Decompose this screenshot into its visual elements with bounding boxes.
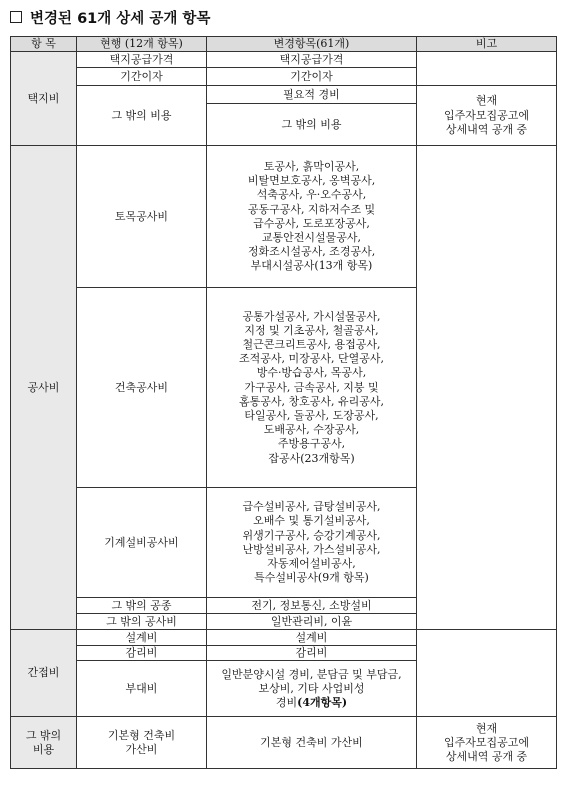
header-current: 현행 (12개 항목) bbox=[77, 37, 207, 52]
table-row bbox=[11, 86, 557, 104]
changed-cell: 감리비 bbox=[207, 646, 417, 661]
changed-cell: 공통가설공사, 가시설물공사, 지정 및 기초공사, 철골공사, 철근콘크리트공사, 용접공사, 조적공사, 미장공사, 단열공사, 방수·방습공사, 목공사, 가구공사, 금속공사, 지붕 및 홈통공사, 창호공사, 유리공사, 타일공사, 돌공사, 도장공사, 도배공사, 수장공사, 주방용구공사, 잡공사(23개항목) bbox=[207, 288, 417, 488]
table-row bbox=[11, 52, 557, 68]
changed-cell: 그 밖의 비용 bbox=[207, 104, 417, 146]
note-cell bbox=[417, 630, 557, 717]
changed-cell: 기본형 건축비 가산비 bbox=[207, 717, 417, 769]
table-row bbox=[11, 146, 557, 288]
header-category: 항 목 bbox=[11, 37, 77, 52]
changed-cell bbox=[207, 661, 417, 717]
current-cell: 기계설비공사비 bbox=[77, 488, 207, 598]
category-construction: 공사비 bbox=[11, 146, 77, 630]
category-land: 택지비 bbox=[11, 52, 77, 146]
current-cell: 그 밖의 공종 bbox=[77, 598, 207, 614]
current-cell: 그 밖의 공사비 bbox=[77, 614, 207, 630]
note-cell: 현재 입주자모집공고에 상세내역 공개 중 bbox=[417, 86, 557, 146]
title-text: 변경된 61개 상세 공개 항목 bbox=[30, 10, 211, 27]
note-cell: 현재 입주자모집공고에 상세내역 공개 중 bbox=[417, 717, 557, 769]
table-row bbox=[11, 717, 557, 769]
disclosure-items-table bbox=[10, 36, 557, 769]
header-changed: 변경항목(61개) bbox=[207, 37, 417, 52]
category-indirect: 간접비 bbox=[11, 630, 77, 717]
note-cell bbox=[417, 52, 557, 86]
changed-cell: 필요적 경비 bbox=[207, 86, 417, 104]
current-cell: 토목공사비 bbox=[77, 146, 207, 288]
changed-cell: 설계비 bbox=[207, 630, 417, 646]
table-header-row bbox=[11, 37, 557, 52]
current-cell: 감리비 bbox=[77, 646, 207, 661]
current-cell: 기간이자 bbox=[77, 68, 207, 86]
changed-cell: 택지공급가격 bbox=[207, 52, 417, 68]
note-cell bbox=[417, 146, 557, 630]
changed-cell: 급수설비공사, 급탕설비공사, 오배수 및 통기설비공사, 위생기구공사, 승강기계공사, 난방설비공사, 가스설비공사, 자동제어설비공사, 특수설비공사(9개 항목) bbox=[207, 488, 417, 598]
current-cell: 택지공급가격 bbox=[77, 52, 207, 68]
category-other: 그 밖의 비용 bbox=[11, 717, 77, 769]
current-cell: 건축공사비 bbox=[77, 288, 207, 488]
changed-bold-count: (4개항목) bbox=[297, 696, 348, 709]
table-row bbox=[11, 630, 557, 646]
current-cell: 설계비 bbox=[77, 630, 207, 646]
current-cell: 부대비 bbox=[77, 661, 207, 717]
changed-cell: 기간이자 bbox=[207, 68, 417, 86]
header-note: 비고 bbox=[417, 37, 557, 52]
current-cell: 그 밖의 비용 bbox=[77, 86, 207, 146]
changed-lines: 일반분양시설 경비, 분담금 및 부담금, 보상비, 기타 사업비성 bbox=[221, 667, 402, 695]
changed-prefix: 경비 bbox=[275, 696, 298, 709]
changed-cell: 전기, 정보통신, 소방설비 bbox=[207, 598, 417, 614]
changed-cell: 토공사, 흙막이공사, 비탈면보호공사, 옹벽공사, 석축공사, 우·오수공사, 공동구공사, 지하저수조 및 급수공사, 도로포장공사, 교통안전시설물공사, 정화조시설공사, 조경공사, 부대시설공사(13개 항목) bbox=[207, 146, 417, 288]
checkbox-square-icon bbox=[10, 11, 22, 23]
changed-cell: 일반관리비, 이윤 bbox=[207, 614, 417, 630]
current-cell: 기본형 건축비 가산비 bbox=[77, 717, 207, 769]
page-title bbox=[10, 6, 210, 28]
